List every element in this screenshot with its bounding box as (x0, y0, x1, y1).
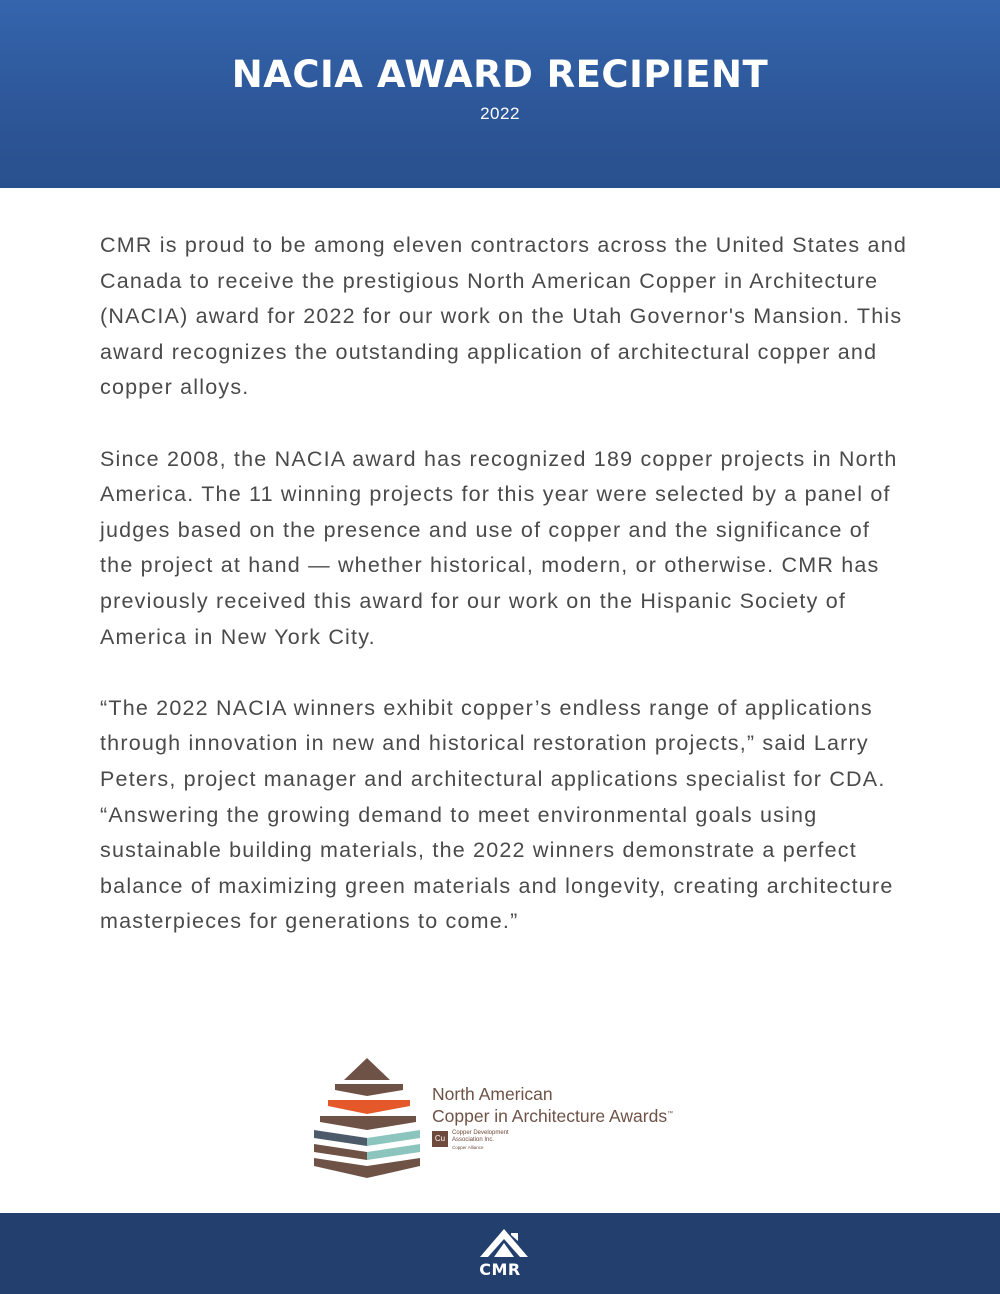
logo-text-line2-label: Copper in Architecture Awards (432, 1105, 668, 1126)
footer-bar (0, 1213, 1000, 1294)
logo-text-line1: North American (432, 1084, 553, 1104)
stacked-layers-logo-icon (312, 1056, 422, 1180)
article-body (100, 228, 910, 975)
paragraph-quote: “The 2022 NACIA winners exhibit copper’s endless range of applications through innovation in new and historical restoration projects,” said Larry Peters, project manager and architectural applications specialist for CDA. “Answering the growing demand to meet environmental goals using sustainable building materials, the 2022 winners demonstrate a perfect balance of maximizing green materials and longevity, creating architecture masterpieces for generations to come.” (100, 695, 894, 934)
cda-label (452, 1130, 532, 1151)
nacia-award-logo (312, 1056, 692, 1180)
paragraph-history: Since 2008, the NACIA award has recognized 189 copper projects in North America. The 11 winning projects for this year were selected by a panel of judges based on the presence and use of copper and the significance of the project at hand — whether historical, modern, or otherwise. CMR has previously received this award for our work on the Hispanic Society of America in New York City. (100, 446, 898, 649)
paragraph-intro: CMR is proud to be among eleven contractors across the United States and Canada to receive the prestigious North American Copper in Architecture (NACIA) award for 2022 for our work on the Utah Governor's Mansion. This award recognizes the outstanding application of architectural copper and copper alloys. (100, 233, 908, 400)
cda-line1: Copper Development (452, 1130, 509, 1136)
cu-element-badge: Cu (432, 1131, 448, 1147)
award-year: 2022 (480, 104, 520, 123)
trademark-symbol: ™ (667, 1111, 674, 1117)
mountain-roof-logo-icon (478, 1227, 530, 1261)
footer-brand: CMR (479, 1260, 521, 1279)
logo-text-line2 (432, 1104, 673, 1126)
header-banner (0, 0, 1000, 188)
page-title: NACIA AWARD RECIPIENT (231, 53, 769, 96)
cda-line2: Association Inc. (452, 1137, 495, 1143)
cda-line3: Copper Alliance (452, 1145, 484, 1150)
